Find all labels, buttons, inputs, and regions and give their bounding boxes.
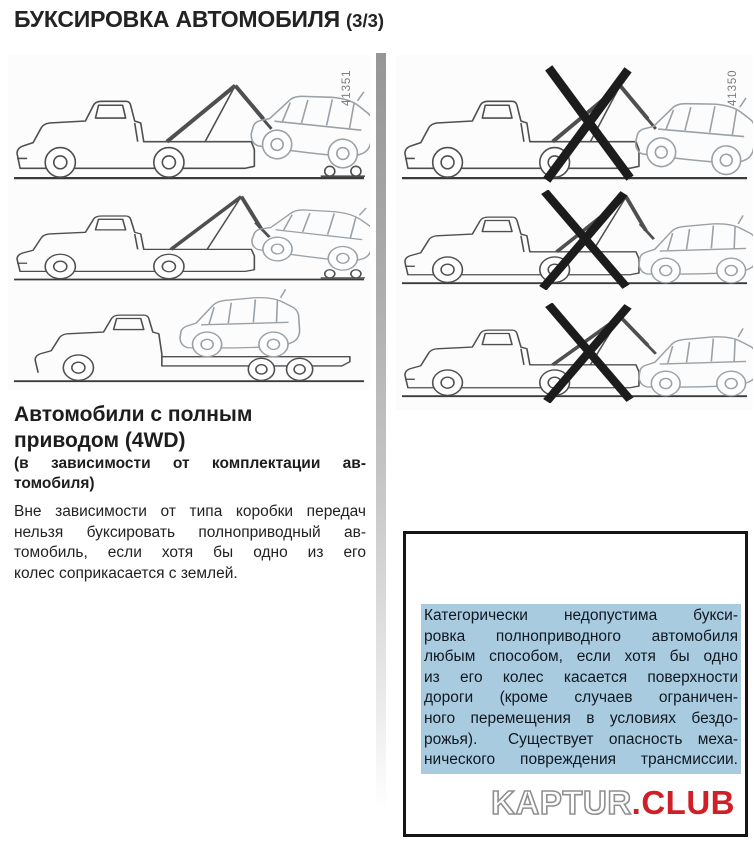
- warning-highlighted-text: [421, 604, 741, 774]
- prohibited-methods-panel: [396, 55, 753, 410]
- column-divider: [376, 53, 386, 811]
- section-body: [14, 502, 366, 584]
- allowed-methods-panel: [8, 55, 370, 390]
- body-line: томобиль, если хотя бы одно из его: [14, 544, 366, 561]
- figure-towing-front-lift-dolly2-icon: [8, 190, 370, 286]
- section-4wd: [14, 402, 366, 584]
- figure-prohibited-tow-ground-icon: [396, 190, 753, 290]
- figure-number-left: 41351: [341, 69, 353, 106]
- warning-line: ровка полноприводного автомобиля: [424, 627, 738, 645]
- watermark-brand: KAPTUR: [491, 784, 632, 821]
- warning-line: Категорически недопустима букси-: [424, 607, 738, 624]
- kaptur-club-watermark: [491, 784, 735, 822]
- warning-line: рожья). Существует опасность меха-: [424, 730, 738, 748]
- body-line: нельзя буксировать полноприводный ав-: [14, 523, 366, 541]
- figure-towing-front-lift-dolly-icon: [8, 58, 370, 186]
- body-line: Вне зависимости от типа коробки передач: [14, 503, 366, 520]
- section-subheading: [14, 454, 366, 493]
- warning-line: любым способом, если хотя бы одно: [424, 648, 738, 666]
- page-title: [14, 6, 384, 33]
- body-line: колес соприкасается с землей.: [14, 564, 238, 582]
- page-title-text: БУКСИРОВКА АВТОМОБИЛЯ: [14, 6, 341, 32]
- section-heading-line2: приводом (4WD): [14, 429, 186, 452]
- section-subheading-line1: (в зависимости от комплектации ав-: [14, 455, 366, 472]
- figure-number-right: 41350: [727, 69, 739, 106]
- figure-prohibited-front-lift-icon: [396, 58, 753, 186]
- warning-line: дороги (кроме случаев ограничен-: [424, 689, 738, 707]
- warning-line: нического повреждения трансмиссии.: [424, 751, 738, 769]
- section-heading-line1: Автомобили с полным: [14, 403, 253, 426]
- figure-prohibited-tow-ground2-icon: [396, 303, 753, 403]
- page-title-suffix: (3/3): [346, 10, 385, 31]
- warning-line: ного перемещения в условиях бездо-: [424, 709, 738, 727]
- watermark-tld: .CLUB: [631, 784, 735, 821]
- section-heading: [14, 402, 366, 454]
- warning-line: из его колес касается поверхности: [424, 668, 738, 686]
- warning-box: [403, 531, 748, 837]
- figure-flatbed-transport-icon: [8, 288, 370, 388]
- section-subheading-line2: томобиля): [14, 474, 95, 492]
